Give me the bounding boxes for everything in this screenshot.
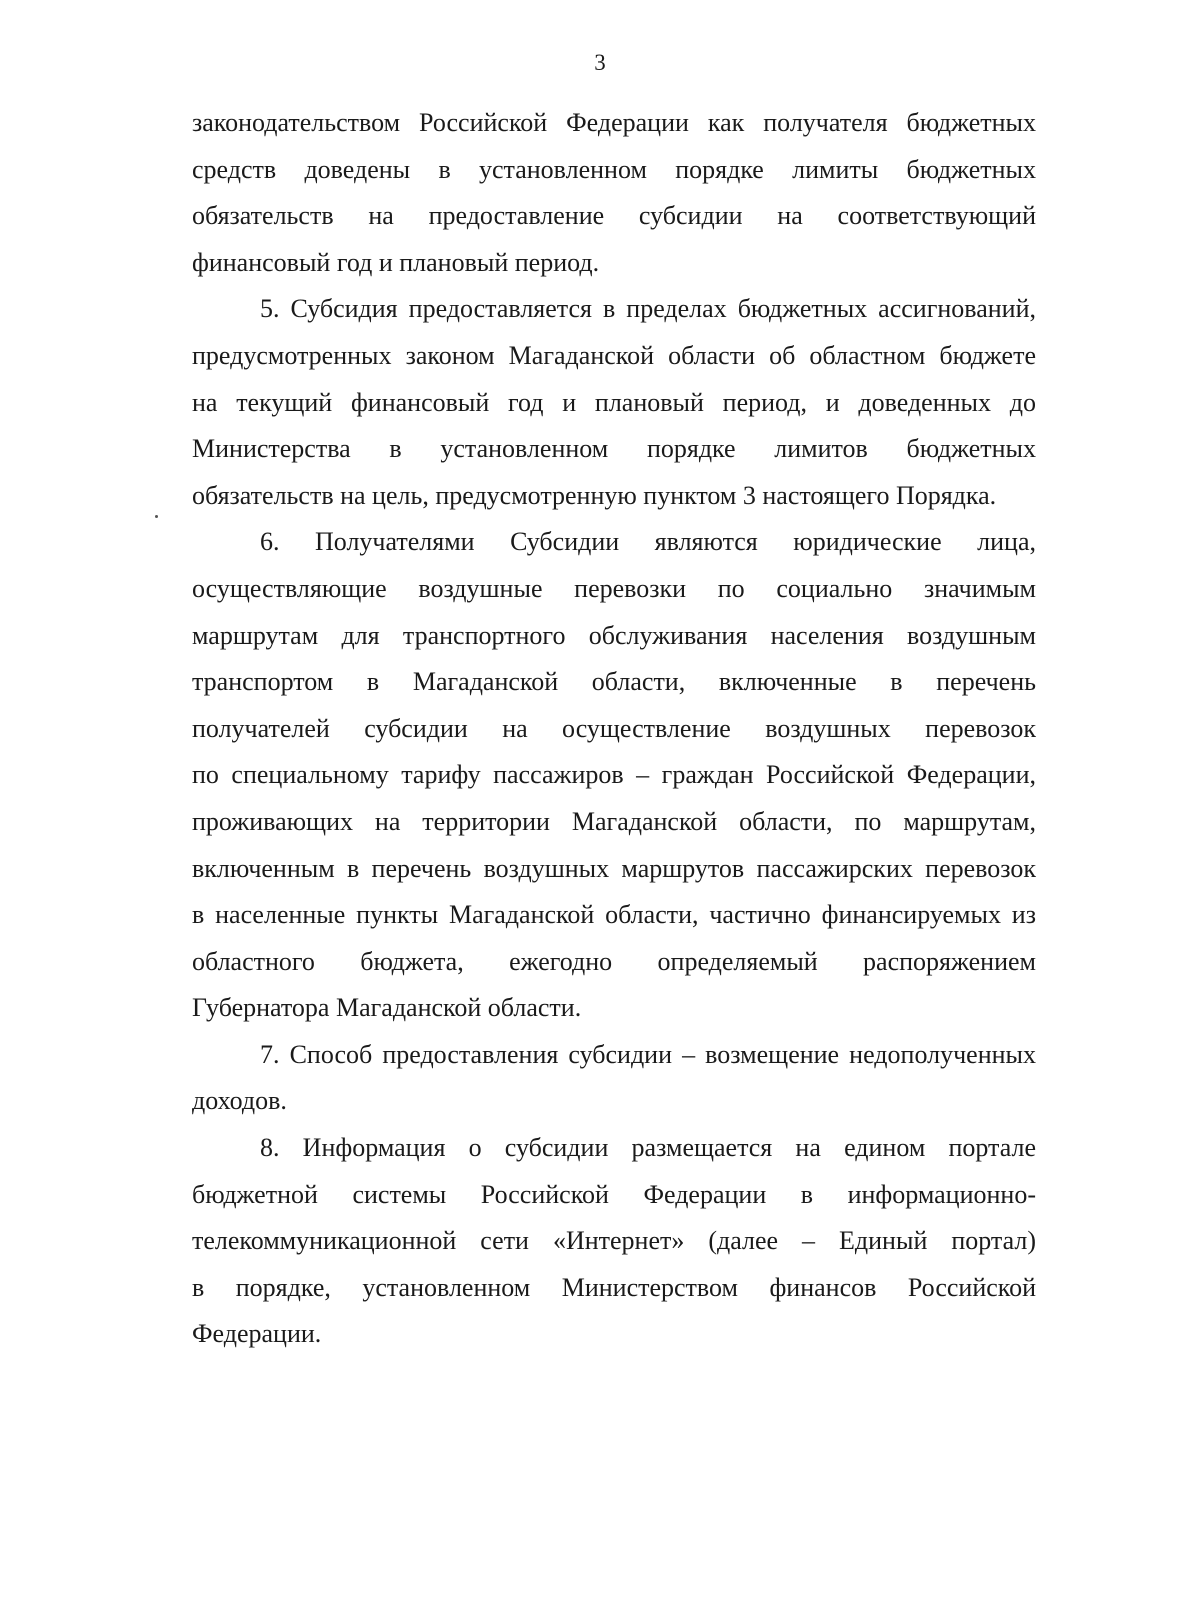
text-line: по специальному тарифу пассажиров – граждан Российской Федерации,	[192, 760, 1036, 790]
text-line: Министерства в установленном порядке лимитов бюджетных	[192, 434, 1036, 464]
paragraph-item-5	[192, 286, 1036, 519]
text-line: проживающих на территории Магаданской области, по маршрутам,	[192, 806, 1036, 836]
page-number: 3	[594, 50, 606, 75]
text-line: транспортом в Магаданской области, включенные в перечень	[192, 667, 1036, 697]
text-line: 7. Способ предоставления субсидии – возмещение недополученных	[260, 1039, 1036, 1069]
text-line: доходов.	[192, 1086, 287, 1116]
scan-speck	[155, 515, 158, 518]
text-line: бюджетной системы Российской Федерации в информационно-	[192, 1179, 1036, 1209]
text-line: телекоммуникационной сети «Интернет» (далее – Единый портал)	[192, 1226, 1036, 1256]
text-line: включенным в перечень воздушных маршрутов пассажирских перевозок	[192, 853, 1036, 883]
text-line: Федерации.	[192, 1319, 322, 1349]
text-line: средств доведены в установленном порядке лимиты бюджетных	[192, 154, 1036, 184]
paragraph-continuation	[192, 100, 1036, 286]
document-body	[192, 100, 1036, 1358]
text-line: на текущий финансовый год и плановый период, и доведенных до	[192, 387, 1036, 417]
text-line: финансовый год и плановый период.	[192, 247, 600, 277]
text-line: в населенные пункты Магаданской области, частично финансируемых из	[192, 900, 1036, 930]
paragraph-item-6	[192, 519, 1036, 1032]
text-line: Губернатора Магаданской области.	[192, 993, 582, 1023]
text-line: предусмотренных законом Магаданской области об областном бюджете	[192, 340, 1036, 370]
text-line: в порядке, установленном Министерством финансов Российской	[192, 1272, 1036, 1302]
text-line: получателей субсидии на осуществление воздушных перевозок	[192, 713, 1036, 743]
text-line: областного бюджета, ежегодно определяемый распоряжением	[192, 946, 1036, 976]
paragraph-item-8	[192, 1125, 1036, 1358]
text-line: законодательством Российской Федерации как получателя бюджетных	[192, 108, 1036, 137]
text-line: обязательств на цель, предусмотренную пунктом 3 настоящего Порядка.	[192, 480, 997, 510]
text-line: маршрутам для транспортного обслуживания населения воздушным	[192, 620, 1036, 650]
text-line: 6. Получателями Субсидии являются юридические лица,	[260, 527, 1036, 557]
text-line: 5. Субсидия предоставляется в пределах бюджетных ассигнований,	[260, 294, 1036, 324]
text-line: 8. Информация о субсидии размещается на едином портале	[260, 1133, 1036, 1163]
text-line: обязательств на предоставление субсидии на соответствующий	[192, 201, 1036, 231]
text-line: осуществляющие воздушные перевозки по социально значимым	[192, 573, 1036, 603]
paragraph-item-7	[192, 1032, 1036, 1125]
